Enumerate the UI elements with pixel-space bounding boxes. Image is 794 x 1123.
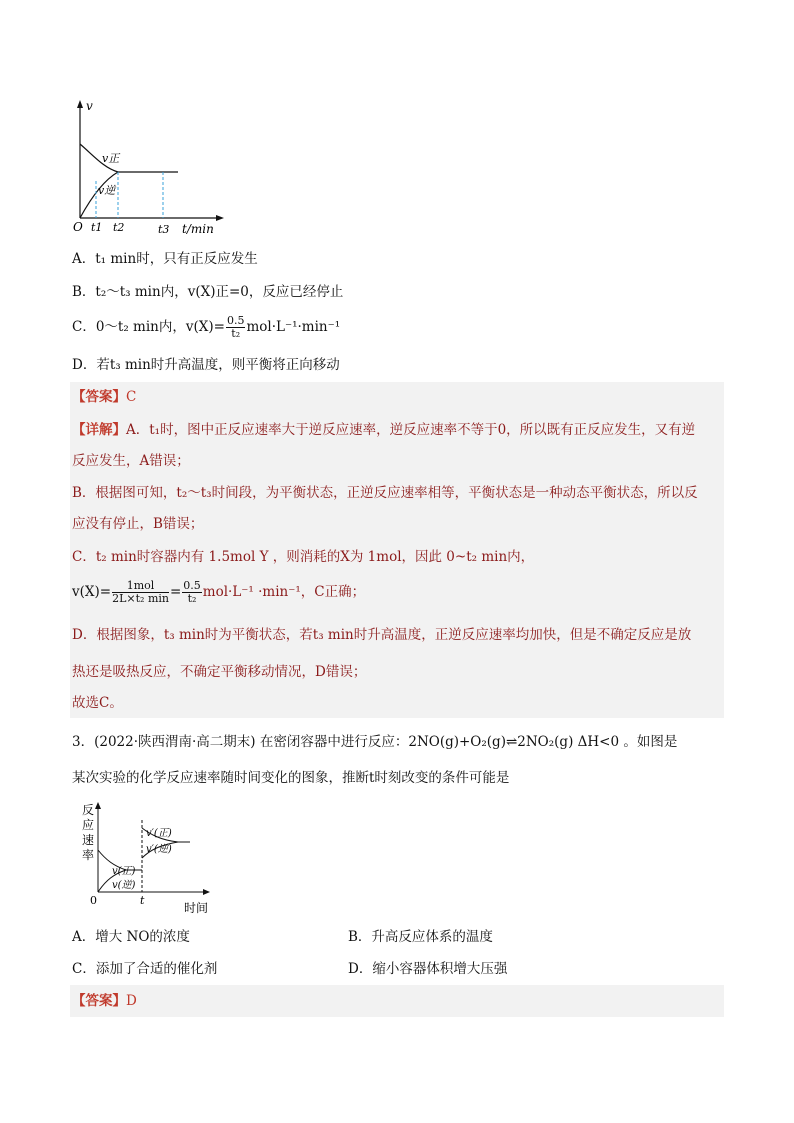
q2-explain-line6: v(X)= $\frac{\text{1mol}}{\text{2L×t₂ min}}$ = $\frac{0.5}{\text{t₂}}$ mol·L⁻¹ ·min⁻¹，C正确； — [72, 579, 366, 605]
q3-stem-line1: 3．(2022·陕西渭南·高二期末) 在密闭容器中进行反应：2NO(g)+O₂(g)⇌2NO₂(g) ΔH<0 。如图是 — [72, 734, 678, 750]
q3-option-b: B．升高反应体系的温度 — [348, 929, 493, 945]
rate-graph-2 — [78, 800, 218, 918]
q3-option-d: D．缩小容器体积增大压强 — [348, 961, 508, 977]
svg-text:应: 应 — [82, 818, 95, 832]
graph2-origin: 0 — [90, 894, 97, 907]
q2-option-a: A．t₁ min时，只有正反应发生 — [72, 251, 258, 267]
graph2-v-fwd: v(正) — [112, 866, 136, 877]
x-axis-label: t/min — [182, 222, 214, 236]
v-forward-label: v正 — [102, 152, 120, 165]
q2-option-d: D．若t₃ min时升高温度，则平衡将正向移动 — [72, 357, 340, 373]
rate-graph-1 — [70, 96, 230, 236]
tick-t3: t3 — [158, 223, 170, 236]
graph2-vp-fwd: v′(正) — [146, 828, 172, 839]
graph2-v-rev: v(逆) — [112, 880, 136, 891]
q2-explain-line2: 反应发生，A错误； — [72, 453, 190, 469]
graph2-x-axis: 时间 — [184, 901, 209, 915]
graph2-vp-rev: v′(逆) — [146, 844, 172, 855]
svg-text:速: 速 — [82, 833, 95, 847]
svg-text:率: 率 — [82, 848, 95, 862]
q2-option-c-fraction: $\frac{0.5}{\text{t₂}}$ — [226, 314, 245, 340]
q2-explain-line9: 故选C。 — [72, 695, 123, 711]
q2-explain-line5: C．t₂ min时容器内有 1.5mol Y ，则消耗的X为 1mol，因此 0~t₂ min内， — [72, 549, 535, 565]
q2-option-c: C．0～t₂ min内，v(X)= $\frac{0.5}{\text{t₂}}$ mol·L⁻¹·min⁻¹ — [72, 314, 341, 340]
q2-explain-line1: 【详解】A．t₁时，图中正反应速率大于逆反应速率，逆反应速率不等于0，所以既有正反应发生，又有逆 — [72, 422, 696, 438]
q3-answer: 【答案】D — [72, 993, 137, 1009]
origin-label: O — [73, 220, 83, 234]
q2-fraction-2: $\frac{0.5}{\text{t₂}}$ — [183, 579, 201, 605]
v-reverse-label: v逆 — [98, 184, 116, 197]
tick-t1: t1 — [91, 221, 103, 234]
q3-option-c: C．添加了合适的催化剂 — [72, 961, 218, 977]
q2-fraction-1: $\frac{\text{1mol}}{\text{2L×t₂ min}}$ — [112, 579, 169, 605]
svg-text:反: 反 — [82, 803, 95, 817]
q3-option-a: A．增大 NO的浓度 — [72, 929, 190, 945]
q2-explain-line8: 热还是吸热反应，不确定平衡移动情况，D错误； — [72, 664, 367, 680]
q2-option-b: B．t₂～t₃ min内，v(X)正=0，反应已经停止 — [72, 284, 344, 300]
tick-t2: t2 — [113, 221, 125, 234]
q2-explain-line7: D．根据图象，t₃ min时为平衡状态，若t₃ min时升高温度，正逆反应速率均加快，但是不确定反应是放 — [72, 627, 692, 643]
q3-answer-box — [70, 985, 724, 1017]
q2-explain-line4: 应没有停止，B错误； — [72, 516, 204, 532]
y-axis-label: v — [86, 99, 93, 113]
q2-answer: 【答案】C — [72, 389, 137, 405]
q2-explain-line3: B．根据图可知，t₂～t₃时间段，为平衡状态，正逆反应速率相等，平衡状态是一种动态平衡状态，所以反 — [72, 485, 698, 501]
graph2-t-label: t — [140, 894, 145, 907]
q3-stem-line2: 某次实验的化学反应速率随时间变化的图象，推断t时刻改变的条件可能是 — [72, 770, 510, 786]
